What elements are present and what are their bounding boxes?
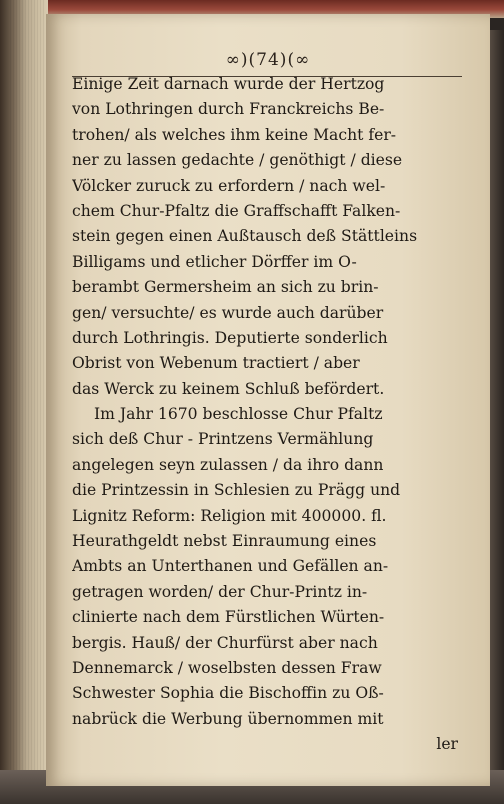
text-line: durch Lothringis. Deputierte sonderlich — [72, 328, 388, 347]
text-line: Ambts an Unterthanen und Gefällen an- — [72, 557, 389, 576]
text-line: angelegen seyn zulassen / da ihro dann — [72, 455, 384, 474]
text-line: Dennemarck / woselbsten dessen Fraw — [72, 658, 382, 677]
catchword: ler — [436, 735, 458, 754]
text-line: das Werck zu keinem Schluß befördert. — [72, 379, 385, 398]
text-line: stein gegen einen Außtausch deß Stättleins — [72, 227, 418, 246]
text-line: von Lothringen durch Franckreichs Be- — [72, 100, 385, 119]
facing-page-edge — [488, 30, 504, 770]
page-header: ∞)(74)(∞ — [225, 50, 311, 70]
paragraph-start-line: Im Jahr 1670 beschlosse Chur Pfaltz — [94, 405, 383, 424]
text-line: getragen worden/ der Chur-Printz in- — [72, 582, 368, 601]
text-line: Lignitz Reform: Religion mit 400000. fl. — [72, 506, 387, 525]
text-line: Obrist von Webenum tractiert / aber — [72, 354, 360, 373]
text-line: chem Chur-Pfaltz die Graffschafft Falken- — [72, 201, 401, 220]
text-line: Völcker zuruck zu erfordern / nach wel- — [72, 176, 386, 195]
text-line: Schwester Sophia die Bischoffin zu Oß- — [72, 684, 384, 703]
text-line: trohen/ als welches ihm keine Macht fer- — [72, 125, 397, 144]
text-line: ner zu lassen gedachte / genöthigt / diese — [72, 151, 403, 170]
text-line: sich deß Chur - Printzens Vermählung — [72, 430, 374, 449]
book-spine — [0, 0, 48, 804]
text-line: Heurathgeldt nebst Einraumung eines — [72, 532, 377, 551]
book-page — [46, 14, 490, 786]
text-line: bergis. Hauß/ der Churfürst aber nach — [72, 633, 378, 652]
text-line: nabrück die Werbung übernommen mit — [72, 709, 384, 728]
text-line: die Printzessin in Schlesien zu Prägg und — [72, 481, 401, 500]
text-line: berambt Germersheim an sich zu brin- — [72, 278, 379, 297]
text-line: Einige Zeit darnach wurde der Hertzog — [72, 75, 385, 93]
text-line: Billigams und etlicher Dörffer im O- — [72, 252, 357, 271]
page-text — [72, 72, 472, 758]
text-line: clinierte nach dem Fürstlichen Würten- — [72, 608, 385, 627]
text-line: gen/ versuchte/ es wurde auch darüber — [72, 303, 384, 322]
